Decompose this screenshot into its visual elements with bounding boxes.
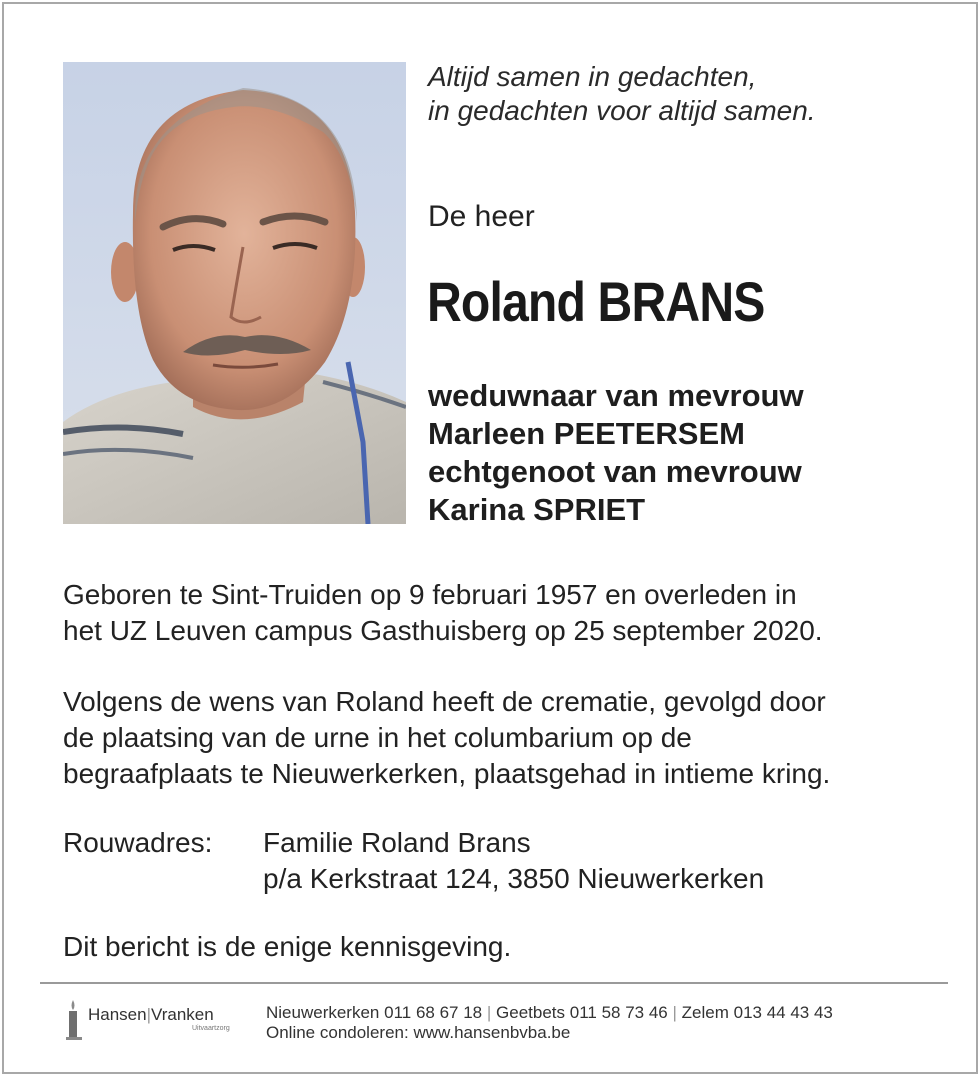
ceremony-line-3: begraafplaats te Nieuwerkerken, plaatsgehad in intieme kring. bbox=[63, 758, 831, 789]
relation-line: Marleen PEETERSEM bbox=[428, 416, 745, 451]
ceremony-paragraph bbox=[63, 684, 830, 792]
contact-phone: 013 44 43 43 bbox=[733, 1003, 833, 1022]
contact-phone: 011 68 67 18 bbox=[384, 1003, 483, 1022]
logo-wordmark bbox=[88, 1005, 214, 1025]
contact-phones bbox=[266, 1003, 833, 1023]
candle-icon bbox=[64, 998, 84, 1042]
contact-place: Zelem bbox=[681, 1003, 729, 1022]
address-lines bbox=[263, 825, 764, 897]
logo-separator: | bbox=[146, 1005, 152, 1024]
memorial-quote bbox=[428, 60, 816, 128]
online-url-link[interactable]: www.hansenbvba.be bbox=[413, 1023, 571, 1042]
birth-death-paragraph bbox=[63, 577, 823, 649]
ceremony-line-1: Volgens de wens van Roland heeft de crematie, gevolgd door bbox=[63, 686, 826, 717]
honorific: De heer bbox=[428, 200, 535, 233]
ceremony-line-2: de plaatsing van de urne in het columbarium op de bbox=[63, 722, 692, 753]
relation-line: echtgenoot van mevrouw bbox=[428, 454, 802, 489]
online-label: Online condoleren: bbox=[266, 1023, 409, 1042]
funeral-home-logo bbox=[64, 998, 244, 1048]
address-line-2: p/a Kerkstraat 124, 3850 Nieuwerkerken bbox=[263, 863, 765, 894]
logo-name-2: Vranken bbox=[151, 1005, 214, 1024]
portrait-image bbox=[63, 62, 406, 524]
notice-text: Dit bericht is de enige kennisgeving. bbox=[63, 931, 512, 962]
online-condolence bbox=[266, 1023, 833, 1043]
birth-death-line-1: Geboren te Sint-Truiden op 9 februari 1957 en overleden in bbox=[63, 579, 797, 610]
deceased-name: Roland BRANS bbox=[427, 270, 765, 333]
contact-separator: | bbox=[672, 1003, 677, 1022]
footer-contacts bbox=[266, 1003, 833, 1043]
contact-place: Geetbets bbox=[496, 1003, 566, 1022]
quote-line-1: Altijd samen in gedachten, bbox=[428, 61, 757, 92]
obituary-card bbox=[2, 2, 978, 1074]
footer-divider bbox=[40, 982, 948, 984]
relations-block bbox=[428, 377, 804, 529]
quote-line-2: in gedachten voor altijd samen. bbox=[428, 95, 816, 126]
logo-name-1: Hansen bbox=[88, 1005, 147, 1024]
contact-separator: | bbox=[486, 1003, 492, 1022]
address-line-1: Familie Roland Brans bbox=[263, 827, 531, 858]
logo-subtitle: Uitvaartzorg bbox=[192, 1025, 230, 1032]
relation-line: Karina SPRIET bbox=[428, 492, 646, 527]
contact-place: Nieuwerkerken bbox=[266, 1003, 380, 1022]
contact-phone: 011 58 73 46 bbox=[569, 1003, 668, 1022]
address-label: Rouwadres: bbox=[63, 827, 213, 858]
birth-death-line-2: het UZ Leuven campus Gasthuisberg op 25 september 2020. bbox=[63, 615, 823, 646]
portrait-photo bbox=[63, 62, 406, 524]
relation-line: weduwnaar van mevrouw bbox=[428, 378, 804, 413]
